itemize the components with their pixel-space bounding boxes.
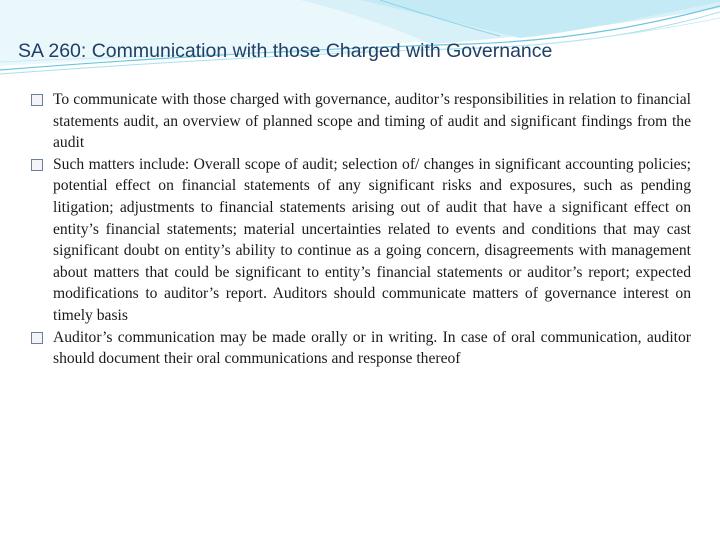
square-bullet-icon [31,159,43,171]
bullet-text: To communicate with those charged with governance, auditor’s responsibilities in relation to financial statements audit, an overview of planned scope and timing of audit and significant findings from the audit [53,91,691,152]
bullet-item [30,89,691,154]
bullet-item [30,327,691,370]
bullet-item [30,154,691,327]
slide-title: SA 260: Communication with those Charged with Governance [18,40,553,62]
bullet-list [30,89,691,370]
bullet-text: Such matters include: Overall scope of audit; selection of/ changes in significant accounting policies; potential effect on financial statements of any significant risks and exposures, such as pending litigation; adjustments to financial statements arising out of audit that have a significant effect on entity’s financial statements; material uncertainties related to events and conditions that may cast significant doubt on entity’s ability to continue as a going concern, disagreements with management about matters that could be significant to entity’s financial statements or auditor’s report; expected modifications to auditor’s report. Auditors should communicate matters of governance interest on timely basis [53,155,691,324]
square-bullet-icon [31,94,43,106]
bullet-text: Auditor’s communication may be made orally or in writing. In case of oral communication, auditor should document their oral communications and response thereof [53,328,691,368]
square-bullet-icon [31,332,43,344]
